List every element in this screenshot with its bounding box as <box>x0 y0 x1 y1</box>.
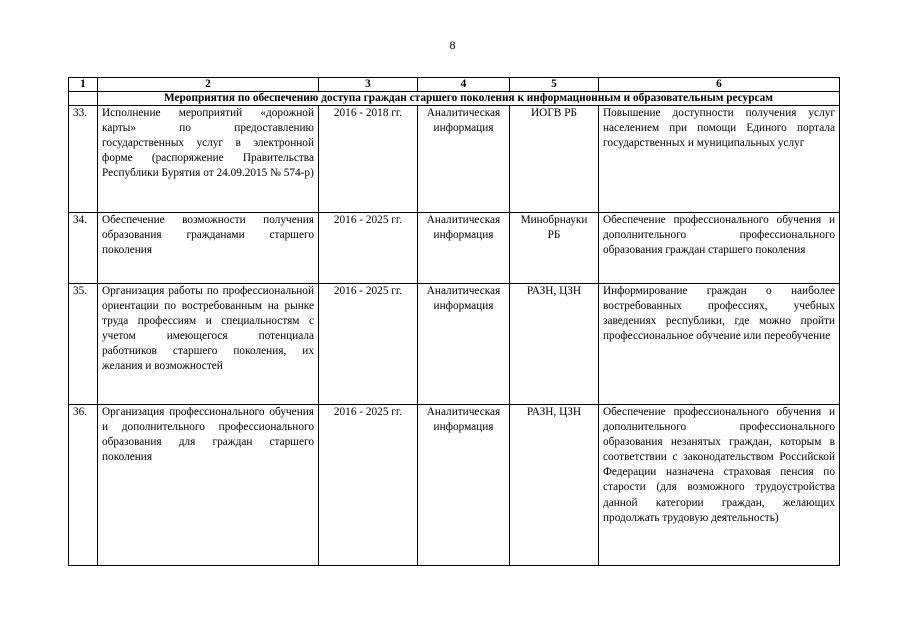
executor-cell: ИОГВ РБ <box>510 106 599 213</box>
period-cell: 2016 - 2025 гг. <box>319 405 418 566</box>
table-row <box>69 405 840 566</box>
executor-cell: РАЗН, ЦЗН <box>510 284 599 405</box>
reporting-cell: Аналитическая информация <box>418 284 510 405</box>
executor-cell: Минобрнауки РБ <box>510 213 599 284</box>
column-header-3: 3 <box>319 78 418 92</box>
table-row <box>69 213 840 284</box>
table-row <box>69 106 840 213</box>
page-number: 8 <box>449 38 456 52</box>
row-number: 35. <box>69 284 98 405</box>
result-cell: Информирование граждан о наиболее востребованных профессиях, учебных заведениях республики, где можно пройти профессиональное обучение или переобучение <box>599 284 840 405</box>
reporting-cell: Аналитическая информация <box>418 106 510 213</box>
reporting-cell: Аналитическая информация <box>418 213 510 284</box>
column-header-4: 4 <box>418 78 510 92</box>
reporting-cell: Аналитическая информация <box>418 405 510 566</box>
table-row <box>69 284 840 405</box>
measure-cell: Обеспечение возможности получения образования гражданами старшего поколения <box>98 213 319 284</box>
section-title: Мероприятия по обеспечению доступа граждан старшего поколения к информационным и образовательным ресурсам <box>98 92 840 106</box>
row-number: 34. <box>69 213 98 284</box>
result-cell: Обеспечение профессионального обучения и дополнительного профессионального образования незанятых граждан, которым в соответствии с законодательством Российской Федерации назначена страховая пенсия по старости (для возможного трудоустройства данной категории граждан, желающих продолжать трудовую деятельность) <box>599 405 840 566</box>
column-header-1: 1 <box>69 78 98 92</box>
result-cell: Обеспечение профессионального обучения и дополнительного профессионального образования граждан старшего поколения <box>599 213 840 284</box>
table-header-row <box>69 78 840 92</box>
measures-table <box>68 77 840 566</box>
result-cell: Повышение доступности получения услуг населением при помощи Единого портала государственных и муниципальных услуг <box>599 106 840 213</box>
column-header-6: 6 <box>599 78 840 92</box>
section-row <box>69 92 840 106</box>
executor-cell: РАЗН, ЦЗН <box>510 405 599 566</box>
measure-cell: Исполнение мероприятий «дорожной карты» по предоставлению государственных услуг в электронной форме (распоряжение Правительства Республики Бурятия от 24.09.2015 № 574-р) <box>98 106 319 213</box>
column-header-5: 5 <box>510 78 599 92</box>
period-cell: 2016 - 2025 гг. <box>319 284 418 405</box>
measure-cell: Организация профессионального обучения и дополнительного профессионального образования для граждан старшего поколения <box>98 405 319 566</box>
measure-cell: Организация работы по профессиональной ориентации по востребованным на рынке труда профессиям и специальностям с учетом имеющегося потенциала работников старшего поколения, их желания и возможностей <box>98 284 319 405</box>
column-header-2: 2 <box>98 78 319 92</box>
row-number: 33. <box>69 106 98 213</box>
row-number: 36. <box>69 405 98 566</box>
period-cell: 2016 - 2025 гг. <box>319 213 418 284</box>
period-cell: 2016 - 2018 гг. <box>319 106 418 213</box>
